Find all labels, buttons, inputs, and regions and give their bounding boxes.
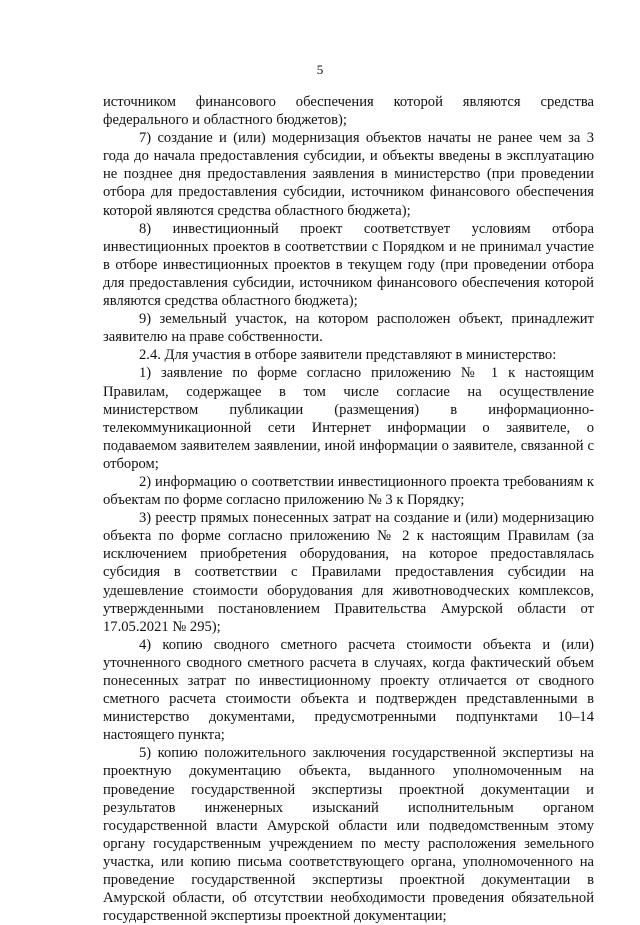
paragraph-continuation: источником финансового обеспечения которой являются средства федерального и областного бюджетов); [103, 94, 594, 129]
paragraph-doc-5: 5) копию положительного заключения государственной экспертизы на проектную документацию объекта, выданного уполномоченным на проведение государственной экспертизы проектной документации и результатов инженерных изысканий исполнительным органом государственной власти Амурской области или подведомственным этому органу государственным учреждением по месту расположения земельного участка, или копию письма соответствующего органа, уполномоченного на проведение государственной экспертизы проектной документации в Амурской области, об отсутствии необходимости проведения обязательной государственной экспертизы проектной документации; [103, 745, 594, 925]
paragraph-doc-3: 3) реестр прямых понесенных затрат на создание и (или) модернизацию объекта по форме согласно приложению № 2 к настоящим Правилам (за исключением приобретения оборудования, на которое предоставлялась субсидия в соответствии с Правилами предоставления субсидии на удешевление стоимости оборудования для животноводческих комплексов, утвержденными постановлением Правительства Амурской области от 17.05.2021 № 295); [103, 510, 594, 635]
paragraph-doc-1: 1) заявление по форме согласно приложению № 1 к настоящим Правилам, содержащее в том числе согласие на осуществление министерством публикации (размещения) в информационно-телекоммуникационной сети Интернет информации о заявителе, о подаваемом заявителем заявлении, иной информации о заявителе, связанной с отбором; [103, 365, 594, 472]
paragraph-item-8: 8) инвестиционный проект соответствует условиям отбора инвестиционных проектов в соответствии с Порядком и не принимал участие в отборе инвестиционных проектов в текущем году (при проведении отбора для предоставления субсидии, источником финансового обеспечения которой являются средства областного бюджета); [103, 220, 594, 310]
paragraph-section-2-4: 2.4. Для участия в отборе заявители представляют в министерство: [139, 347, 557, 364]
paragraph-doc-4: 4) копию сводного сметного расчета стоимости объекта и (или) уточненного сводного сметного расчета в случаях, когда фактический объем понесенных затрат по инвестиционному проекту отличается от сводного сметного расчета стоимости объекта и подтвержден представленными в министерство документами, предусмотренными подпунктами 10–14 настоящего пункта; [103, 636, 594, 744]
page-number: 5 [316, 62, 324, 77]
paragraph-item-7: 7) создание и (или) модернизация объектов начаты не ранее чем за 3 года до начала предоставления субсидии, и объекты введены в эксплуатацию не позднее дня предоставления заявления в министерство (при проведении отбора для предоставления субсидии, источником финансового обеспечения которой являются средства областного бюджета); [103, 130, 594, 219]
paragraph-doc-2: 2) информацию о соответствии инвестиционного проекта требованиям к объектам по форме согласно приложению № 3 к Порядку; [103, 473, 594, 509]
document-body [103, 93, 594, 925]
paragraph-item-9: 9) земельный участок, на котором расположен объект, принадлежит заявителю на праве собственности. [103, 311, 594, 346]
